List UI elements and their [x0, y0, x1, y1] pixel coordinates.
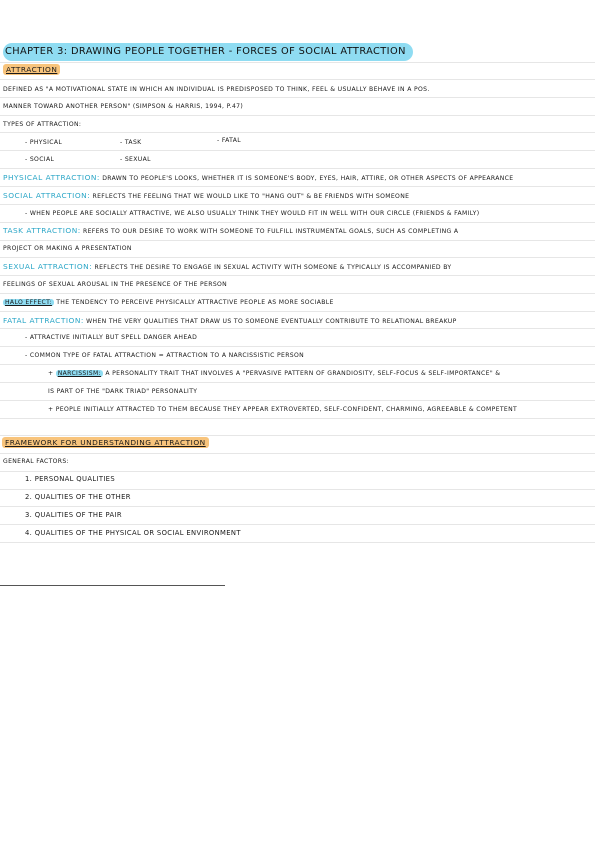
halo-effect-line: HALO EFFECT: THE TENDENCY TO PERCEIVE PHYSICALLY ATTRACTIVE PEOPLE AS MORE SOCIABLE	[5, 299, 334, 306]
narcissism-line-3: + PEOPLE INITIALLY ATTRACTED TO THEM BECAUSE THEY APPEAR EXTROVERTED, SELF-CONFIDENT, CHARMING, AGREEABLE & COMPETENT	[48, 406, 518, 413]
physical-attraction-line: PHYSICAL ATTRACTION: DRAWN TO PEOPLE'S LOOKS, WHETHER IT IS SOMEONE'S BODY, EYES, HAIR, ATTIRE, OR OTHER ASPECTS OF APPEARANCE	[3, 173, 514, 182]
types-heading: TYPES OF ATTRACTION:	[3, 121, 82, 128]
sexual-attraction-line-2: FEELINGS OF SEXUAL AROUSAL IN THE PRESENCE OF THE PERSON	[3, 281, 228, 288]
factor-item: 3. QUALITIES OF THE PAIR	[25, 511, 122, 519]
fatal-subpoint-2: - COMMON TYPE OF FATAL ATTRACTION = ATTRACTION TO A NARCISSISTIC PERSON	[25, 352, 305, 359]
fatal-attraction-term: FATAL ATTRACTION:	[3, 316, 84, 325]
social-attraction-subpoint: - WHEN PEOPLE ARE SOCIALLY ATTRACTIVE, WE ALSO USUALLY THINK THEY WOULD FIT IN WELL WITH OUR CIRCLE (FRIENDS & FAMILY)	[25, 210, 480, 217]
section-heading-framework: FRAMEWORK FOR UNDERSTANDING ATTRACTION	[2, 439, 209, 448]
fatal-attraction-line: FATAL ATTRACTION: WHEN THE VERY QUALITIES THAT DRAW US TO SOMEONE EVENTUALLY CONTRIBUTE TO RELATIONAL BREAKUP	[3, 316, 457, 325]
section-heading-attraction: ATTRACTION	[3, 66, 60, 75]
fatal-subpoint-1: - ATTRACTIVE INITIALLY BUT SPELL DANGER AHEAD	[25, 334, 198, 341]
type-physical: - PHYSICAL	[25, 139, 63, 146]
factor-item: 2. QUALITIES OF THE OTHER	[25, 493, 131, 501]
task-attraction-line: TASK ATTRACTION: REFERS TO OUR DESIRE TO WORK WITH SOMEONE TO FULFILL INSTRUMENTAL GOALS, SUCH AS COMPLETING A	[3, 226, 459, 235]
narcissism-line-2: IS PART OF THE "DARK TRIAD" PERSONALITY	[48, 388, 198, 395]
type-task: - TASK	[120, 139, 142, 146]
type-social: - SOCIAL	[25, 156, 55, 163]
definition-line-2: MANNER TOWARD ANOTHER PERSON" (SIMPSON & HARRIS, 1994, P.47)	[3, 103, 244, 110]
social-attraction-line: SOCIAL ATTRACTION: REFLECTS THE FEELING THAT WE WOULD LIKE TO "HANG OUT" & BE FRIENDS WITH SOMEONE	[3, 191, 410, 200]
sexual-attraction-term: SEXUAL ATTRACTION:	[3, 262, 93, 271]
halo-effect-term: HALO EFFECT:	[5, 299, 52, 306]
narcissism-term: NARCISSISM:	[57, 370, 102, 377]
footnote-divider	[0, 585, 225, 586]
type-sexual: - SEXUAL	[120, 156, 151, 163]
narcissism-line: + NARCISSISM: A PERSONALITY TRAIT THAT INVOLVES A "PERVASIVE PATTERN OF GRANDIOSITY, SELF-FOCUS & SELF-IMPORTANCE" &	[48, 370, 501, 377]
page-title: CHAPTER 3: DRAWING PEOPLE TOGETHER - FORCES OF SOCIAL ATTRACTION	[3, 43, 413, 61]
sexual-attraction-line: SEXUAL ATTRACTION: REFLECTS THE DESIRE TO ENGAGE IN SEXUAL ACTIVITY WITH SOMEONE & TYPICALLY IS ACCOMPANIED BY	[3, 262, 452, 271]
general-factors-heading: GENERAL FACTORS:	[3, 458, 70, 465]
factor-item: 1. PERSONAL QUALITIES	[25, 475, 115, 483]
task-attraction-line-2: PROJECT OR MAKING A PRESENTATION	[3, 245, 132, 252]
social-attraction-term: SOCIAL ATTRACTION:	[3, 191, 91, 200]
factor-item: 4. QUALITIES OF THE PHYSICAL OR SOCIAL ENVIRONMENT	[25, 529, 241, 537]
physical-attraction-term: PHYSICAL ATTRACTION:	[3, 173, 100, 182]
definition-line-1: DEFINED AS "A MOTIVATIONAL STATE IN WHICH AN INDIVIDUAL IS PREDISPOSED TO THINK, FEEL & USUALLY BEHAVE IN A POS.	[3, 86, 430, 93]
task-attraction-term: TASK ATTRACTION:	[3, 226, 81, 235]
type-fatal: - FATAL	[217, 137, 242, 144]
